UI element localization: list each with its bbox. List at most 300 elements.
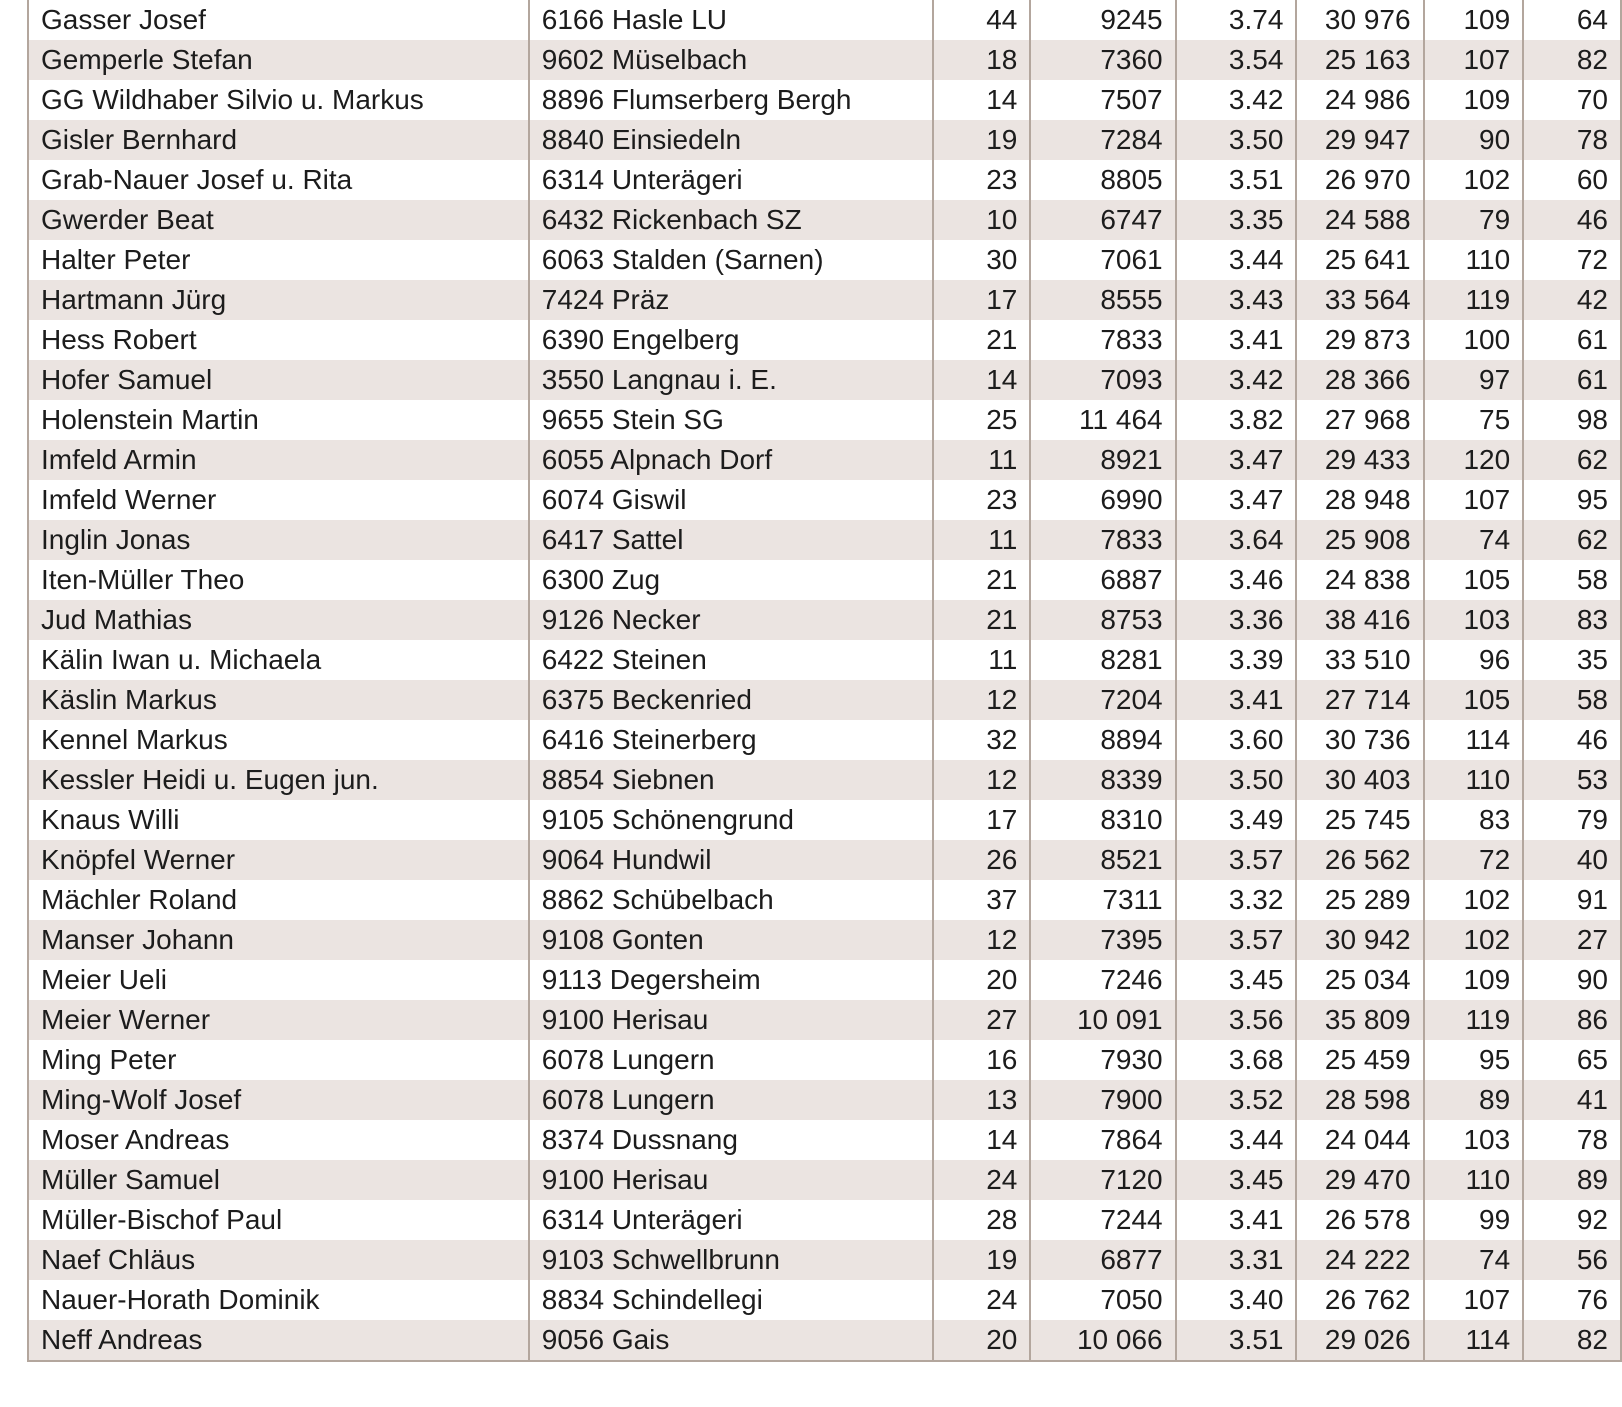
- value-col-8-cell: 41: [1523, 1080, 1621, 1120]
- value-col-7-cell: 103: [1424, 1120, 1524, 1160]
- value-col-3-cell: 11: [933, 520, 1031, 560]
- value-col-7-cell: 109: [1424, 80, 1524, 120]
- value-col-5-cell: 3.45: [1176, 1160, 1297, 1200]
- results-table: [27, 0, 1622, 1362]
- farmer-name-cell: Nauer-Horath Dominik: [28, 1280, 529, 1320]
- farmer-name-cell: Ming-Wolf Josef: [28, 1080, 529, 1120]
- value-col-6-cell: 28 948: [1296, 480, 1423, 520]
- table-row: [28, 640, 1621, 680]
- value-col-5-cell: 3.43: [1176, 280, 1297, 320]
- value-col-8-cell: 83: [1523, 600, 1621, 640]
- value-col-3-cell: 20: [933, 960, 1031, 1000]
- location-cell: 9056 Gais: [529, 1320, 933, 1361]
- value-col-8-cell: 91: [1523, 880, 1621, 920]
- farmer-name-cell: Gisler Bernhard: [28, 120, 529, 160]
- value-col-7-cell: 109: [1424, 960, 1524, 1000]
- value-col-3-cell: 11: [933, 640, 1031, 680]
- farmer-name-cell: Naef Chläus: [28, 1240, 529, 1280]
- value-col-4-cell: 7900: [1030, 1080, 1175, 1120]
- value-col-8-cell: 72: [1523, 240, 1621, 280]
- table-row: [28, 520, 1621, 560]
- value-col-8-cell: 89: [1523, 1160, 1621, 1200]
- value-col-8-cell: 78: [1523, 120, 1621, 160]
- location-cell: 6300 Zug: [529, 560, 933, 600]
- value-col-5-cell: 3.57: [1176, 840, 1297, 880]
- value-col-3-cell: 11: [933, 440, 1031, 480]
- value-col-8-cell: 61: [1523, 320, 1621, 360]
- farmer-name-cell: Holenstein Martin: [28, 400, 529, 440]
- value-col-8-cell: 61: [1523, 360, 1621, 400]
- value-col-6-cell: 24 838: [1296, 560, 1423, 600]
- value-col-5-cell: 3.52: [1176, 1080, 1297, 1120]
- location-cell: 6432 Rickenbach SZ: [529, 200, 933, 240]
- value-col-3-cell: 44: [933, 0, 1031, 40]
- location-cell: 6078 Lungern: [529, 1040, 933, 1080]
- location-cell: 6063 Stalden (Sarnen): [529, 240, 933, 280]
- value-col-3-cell: 17: [933, 280, 1031, 320]
- value-col-5-cell: 3.50: [1176, 760, 1297, 800]
- table-row: [28, 320, 1621, 360]
- table-row: [28, 200, 1621, 240]
- value-col-8-cell: 62: [1523, 520, 1621, 560]
- farmer-name-cell: Kessler Heidi u. Eugen jun.: [28, 760, 529, 800]
- table-row: [28, 1200, 1621, 1240]
- location-cell: 8374 Dussnang: [529, 1120, 933, 1160]
- value-col-3-cell: 24: [933, 1280, 1031, 1320]
- value-col-6-cell: 29 026: [1296, 1320, 1423, 1361]
- farmer-name-cell: Gwerder Beat: [28, 200, 529, 240]
- value-col-3-cell: 27: [933, 1000, 1031, 1040]
- farmer-name-cell: Ming Peter: [28, 1040, 529, 1080]
- value-col-3-cell: 17: [933, 800, 1031, 840]
- location-cell: 9100 Herisau: [529, 1000, 933, 1040]
- table-row: [28, 120, 1621, 160]
- value-col-5-cell: 3.82: [1176, 400, 1297, 440]
- location-cell: 6074 Giswil: [529, 480, 933, 520]
- table-row: [28, 80, 1621, 120]
- value-col-7-cell: 110: [1424, 240, 1524, 280]
- value-col-3-cell: 12: [933, 920, 1031, 960]
- value-col-6-cell: 27 968: [1296, 400, 1423, 440]
- value-col-6-cell: 25 908: [1296, 520, 1423, 560]
- location-cell: 7424 Präz: [529, 280, 933, 320]
- value-col-4-cell: 6747: [1030, 200, 1175, 240]
- value-col-3-cell: 16: [933, 1040, 1031, 1080]
- value-col-6-cell: 25 641: [1296, 240, 1423, 280]
- value-col-8-cell: 42: [1523, 280, 1621, 320]
- value-col-4-cell: 9245: [1030, 0, 1175, 40]
- value-col-8-cell: 95: [1523, 480, 1621, 520]
- value-col-6-cell: 30 942: [1296, 920, 1423, 960]
- value-col-8-cell: 90: [1523, 960, 1621, 1000]
- value-col-3-cell: 12: [933, 680, 1031, 720]
- table-row: [28, 1000, 1621, 1040]
- value-col-5-cell: 3.32: [1176, 880, 1297, 920]
- value-col-5-cell: 3.41: [1176, 320, 1297, 360]
- value-col-3-cell: 20: [933, 1320, 1031, 1361]
- farmer-name-cell: Meier Ueli: [28, 960, 529, 1000]
- value-col-3-cell: 28: [933, 1200, 1031, 1240]
- farmer-name-cell: Gemperle Stefan: [28, 40, 529, 80]
- value-col-5-cell: 3.51: [1176, 1320, 1297, 1361]
- value-col-3-cell: 32: [933, 720, 1031, 760]
- value-col-7-cell: 107: [1424, 480, 1524, 520]
- value-col-3-cell: 14: [933, 1120, 1031, 1160]
- value-col-5-cell: 3.51: [1176, 160, 1297, 200]
- farmer-name-cell: Manser Johann: [28, 920, 529, 960]
- value-col-6-cell: 25 163: [1296, 40, 1423, 80]
- value-col-6-cell: 24 044: [1296, 1120, 1423, 1160]
- value-col-5-cell: 3.42: [1176, 80, 1297, 120]
- farmer-name-cell: Hofer Samuel: [28, 360, 529, 400]
- value-col-3-cell: 10: [933, 200, 1031, 240]
- value-col-8-cell: 92: [1523, 1200, 1621, 1240]
- table-row: [28, 600, 1621, 640]
- value-col-4-cell: 8339: [1030, 760, 1175, 800]
- farmer-name-cell: Grab-Nauer Josef u. Rita: [28, 160, 529, 200]
- value-col-7-cell: 107: [1424, 1280, 1524, 1320]
- value-col-8-cell: 46: [1523, 720, 1621, 760]
- value-col-6-cell: 25 289: [1296, 880, 1423, 920]
- value-col-3-cell: 24: [933, 1160, 1031, 1200]
- table-row: [28, 480, 1621, 520]
- value-col-7-cell: 75: [1424, 400, 1524, 440]
- value-col-7-cell: 102: [1424, 880, 1524, 920]
- value-col-7-cell: 110: [1424, 760, 1524, 800]
- location-cell: 9655 Stein SG: [529, 400, 933, 440]
- value-col-7-cell: 107: [1424, 40, 1524, 80]
- value-col-6-cell: 24 986: [1296, 80, 1423, 120]
- value-col-7-cell: 114: [1424, 720, 1524, 760]
- value-col-7-cell: 102: [1424, 920, 1524, 960]
- table-row: [28, 240, 1621, 280]
- value-col-6-cell: 26 762: [1296, 1280, 1423, 1320]
- value-col-3-cell: 14: [933, 360, 1031, 400]
- table-row: [28, 360, 1621, 400]
- farmer-name-cell: Gasser Josef: [28, 0, 529, 40]
- farmer-name-cell: Kennel Markus: [28, 720, 529, 760]
- value-col-4-cell: 8753: [1030, 600, 1175, 640]
- table-row: [28, 560, 1621, 600]
- farmer-name-cell: Jud Mathias: [28, 600, 529, 640]
- value-col-5-cell: 3.56: [1176, 1000, 1297, 1040]
- location-cell: 6390 Engelberg: [529, 320, 933, 360]
- location-cell: 8862 Schübelbach: [529, 880, 933, 920]
- value-col-8-cell: 56: [1523, 1240, 1621, 1280]
- value-col-6-cell: 24 588: [1296, 200, 1423, 240]
- value-col-6-cell: 24 222: [1296, 1240, 1423, 1280]
- value-col-7-cell: 105: [1424, 680, 1524, 720]
- value-col-5-cell: 3.74: [1176, 0, 1297, 40]
- value-col-4-cell: 7833: [1030, 320, 1175, 360]
- value-col-4-cell: 8281: [1030, 640, 1175, 680]
- value-col-7-cell: 105: [1424, 560, 1524, 600]
- farmer-name-cell: Käslin Markus: [28, 680, 529, 720]
- value-col-4-cell: 7864: [1030, 1120, 1175, 1160]
- value-col-8-cell: 82: [1523, 1320, 1621, 1361]
- farmer-name-cell: GG Wildhaber Silvio u. Markus: [28, 80, 529, 120]
- value-col-4-cell: 7204: [1030, 680, 1175, 720]
- farmer-name-cell: Imfeld Armin: [28, 440, 529, 480]
- value-col-5-cell: 3.41: [1176, 1200, 1297, 1240]
- value-col-8-cell: 86: [1523, 1000, 1621, 1040]
- value-col-7-cell: 79: [1424, 200, 1524, 240]
- value-col-7-cell: 120: [1424, 440, 1524, 480]
- location-cell: 3550 Langnau i. E.: [529, 360, 933, 400]
- value-col-7-cell: 110: [1424, 1160, 1524, 1200]
- value-col-6-cell: 25 745: [1296, 800, 1423, 840]
- value-col-4-cell: 7360: [1030, 40, 1175, 80]
- table-row: [28, 0, 1621, 40]
- value-col-8-cell: 58: [1523, 560, 1621, 600]
- table-row: [28, 1040, 1621, 1080]
- table-row: [28, 1240, 1621, 1280]
- location-cell: 9108 Gonten: [529, 920, 933, 960]
- farmer-name-cell: Hartmann Jürg: [28, 280, 529, 320]
- table-row: [28, 1280, 1621, 1320]
- value-col-8-cell: 62: [1523, 440, 1621, 480]
- value-col-6-cell: 26 562: [1296, 840, 1423, 880]
- table-row: [28, 920, 1621, 960]
- value-col-8-cell: 78: [1523, 1120, 1621, 1160]
- value-col-6-cell: 26 970: [1296, 160, 1423, 200]
- value-col-6-cell: 28 366: [1296, 360, 1423, 400]
- value-col-3-cell: 19: [933, 120, 1031, 160]
- value-col-4-cell: 7050: [1030, 1280, 1175, 1320]
- value-col-4-cell: 8921: [1030, 440, 1175, 480]
- value-col-6-cell: 33 510: [1296, 640, 1423, 680]
- value-col-8-cell: 76: [1523, 1280, 1621, 1320]
- location-cell: 6055 Alpnach Dorf: [529, 440, 933, 480]
- value-col-6-cell: 33 564: [1296, 280, 1423, 320]
- value-col-5-cell: 3.44: [1176, 1120, 1297, 1160]
- value-col-7-cell: 74: [1424, 1240, 1524, 1280]
- value-col-5-cell: 3.60: [1176, 720, 1297, 760]
- value-col-8-cell: 53: [1523, 760, 1621, 800]
- location-cell: 9100 Herisau: [529, 1160, 933, 1200]
- value-col-4-cell: 7284: [1030, 120, 1175, 160]
- farmer-name-cell: Mächler Roland: [28, 880, 529, 920]
- value-col-4-cell: 7507: [1030, 80, 1175, 120]
- value-col-3-cell: 25: [933, 400, 1031, 440]
- value-col-6-cell: 30 976: [1296, 0, 1423, 40]
- value-col-6-cell: 29 433: [1296, 440, 1423, 480]
- value-col-4-cell: 10 091: [1030, 1000, 1175, 1040]
- location-cell: 9602 Müselbach: [529, 40, 933, 80]
- value-col-7-cell: 100: [1424, 320, 1524, 360]
- value-col-5-cell: 3.47: [1176, 480, 1297, 520]
- value-col-8-cell: 70: [1523, 80, 1621, 120]
- location-cell: 6375 Beckenried: [529, 680, 933, 720]
- table-row: [28, 40, 1621, 80]
- value-col-7-cell: 95: [1424, 1040, 1524, 1080]
- table-row: [28, 720, 1621, 760]
- value-col-5-cell: 3.68: [1176, 1040, 1297, 1080]
- value-col-5-cell: 3.64: [1176, 520, 1297, 560]
- location-cell: 9113 Degersheim: [529, 960, 933, 1000]
- value-col-3-cell: 21: [933, 320, 1031, 360]
- value-col-4-cell: 6877: [1030, 1240, 1175, 1280]
- value-col-5-cell: 3.45: [1176, 960, 1297, 1000]
- value-col-5-cell: 3.49: [1176, 800, 1297, 840]
- location-cell: 6417 Sattel: [529, 520, 933, 560]
- value-col-4-cell: 8894: [1030, 720, 1175, 760]
- value-col-5-cell: 3.35: [1176, 200, 1297, 240]
- farmer-name-cell: Halter Peter: [28, 240, 529, 280]
- value-col-4-cell: 7246: [1030, 960, 1175, 1000]
- value-col-7-cell: 119: [1424, 1000, 1524, 1040]
- table-row: [28, 960, 1621, 1000]
- location-cell: 9126 Necker: [529, 600, 933, 640]
- value-col-7-cell: 83: [1424, 800, 1524, 840]
- location-cell: 8854 Siebnen: [529, 760, 933, 800]
- value-col-3-cell: 18: [933, 40, 1031, 80]
- value-col-6-cell: 29 470: [1296, 1160, 1423, 1200]
- location-cell: 6166 Hasle LU: [529, 0, 933, 40]
- value-col-3-cell: 12: [933, 760, 1031, 800]
- location-cell: 9105 Schönengrund: [529, 800, 933, 840]
- table-row: [28, 1160, 1621, 1200]
- value-col-5-cell: 3.57: [1176, 920, 1297, 960]
- value-col-6-cell: 29 947: [1296, 120, 1423, 160]
- value-col-3-cell: 37: [933, 880, 1031, 920]
- value-col-4-cell: 8521: [1030, 840, 1175, 880]
- value-col-3-cell: 19: [933, 1240, 1031, 1280]
- value-col-8-cell: 64: [1523, 0, 1621, 40]
- location-cell: 8840 Einsiedeln: [529, 120, 933, 160]
- location-cell: 6314 Unterägeri: [529, 160, 933, 200]
- location-cell: 6416 Steinerberg: [529, 720, 933, 760]
- value-col-8-cell: 35: [1523, 640, 1621, 680]
- value-col-3-cell: 13: [933, 1080, 1031, 1120]
- value-col-4-cell: 7395: [1030, 920, 1175, 960]
- farmer-name-cell: Kälin Iwan u. Michaela: [28, 640, 529, 680]
- value-col-5-cell: 3.44: [1176, 240, 1297, 280]
- value-col-3-cell: 23: [933, 160, 1031, 200]
- farmer-name-cell: Meier Werner: [28, 1000, 529, 1040]
- value-col-7-cell: 109: [1424, 0, 1524, 40]
- value-col-3-cell: 21: [933, 600, 1031, 640]
- table-row: [28, 1120, 1621, 1160]
- value-col-6-cell: 28 598: [1296, 1080, 1423, 1120]
- value-col-6-cell: 27 714: [1296, 680, 1423, 720]
- value-col-4-cell: 10 066: [1030, 1320, 1175, 1361]
- value-col-8-cell: 98: [1523, 400, 1621, 440]
- value-col-5-cell: 3.41: [1176, 680, 1297, 720]
- location-cell: 6078 Lungern: [529, 1080, 933, 1120]
- farmer-name-cell: Knaus Willi: [28, 800, 529, 840]
- results-table-body: [28, 0, 1621, 1361]
- value-col-7-cell: 99: [1424, 1200, 1524, 1240]
- value-col-7-cell: 74: [1424, 520, 1524, 560]
- value-col-4-cell: 7930: [1030, 1040, 1175, 1080]
- value-col-3-cell: 26: [933, 840, 1031, 880]
- value-col-4-cell: 6887: [1030, 560, 1175, 600]
- value-col-7-cell: 89: [1424, 1080, 1524, 1120]
- value-col-5-cell: 3.50: [1176, 120, 1297, 160]
- farmer-name-cell: Hess Robert: [28, 320, 529, 360]
- value-col-4-cell: 7061: [1030, 240, 1175, 280]
- farmer-name-cell: Knöpfel Werner: [28, 840, 529, 880]
- location-cell: 9103 Schwellbrunn: [529, 1240, 933, 1280]
- table-row: [28, 400, 1621, 440]
- value-col-4-cell: 7833: [1030, 520, 1175, 560]
- value-col-4-cell: 8310: [1030, 800, 1175, 840]
- value-col-6-cell: 29 873: [1296, 320, 1423, 360]
- table-row: [28, 160, 1621, 200]
- farmer-name-cell: Müller Samuel: [28, 1160, 529, 1200]
- value-col-7-cell: 102: [1424, 160, 1524, 200]
- value-col-5-cell: 3.31: [1176, 1240, 1297, 1280]
- value-col-7-cell: 114: [1424, 1320, 1524, 1361]
- value-col-4-cell: 7120: [1030, 1160, 1175, 1200]
- value-col-5-cell: 3.40: [1176, 1280, 1297, 1320]
- table-row: [28, 760, 1621, 800]
- value-col-8-cell: 79: [1523, 800, 1621, 840]
- value-col-3-cell: 23: [933, 480, 1031, 520]
- value-col-8-cell: 46: [1523, 200, 1621, 240]
- value-col-6-cell: 38 416: [1296, 600, 1423, 640]
- value-col-5-cell: 3.39: [1176, 640, 1297, 680]
- table-row: [28, 1320, 1621, 1361]
- table-row: [28, 880, 1621, 920]
- value-col-4-cell: 7244: [1030, 1200, 1175, 1240]
- table-row: [28, 440, 1621, 480]
- value-col-6-cell: 26 578: [1296, 1200, 1423, 1240]
- farmer-name-cell: Moser Andreas: [28, 1120, 529, 1160]
- location-cell: 6422 Steinen: [529, 640, 933, 680]
- value-col-8-cell: 40: [1523, 840, 1621, 880]
- value-col-8-cell: 60: [1523, 160, 1621, 200]
- location-cell: 8896 Flumserberg Bergh: [529, 80, 933, 120]
- value-col-8-cell: 27: [1523, 920, 1621, 960]
- value-col-4-cell: 11 464: [1030, 400, 1175, 440]
- value-col-8-cell: 82: [1523, 40, 1621, 80]
- value-col-7-cell: 97: [1424, 360, 1524, 400]
- value-col-4-cell: 8555: [1030, 280, 1175, 320]
- value-col-6-cell: 25 034: [1296, 960, 1423, 1000]
- table-row: [28, 280, 1621, 320]
- value-col-7-cell: 72: [1424, 840, 1524, 880]
- farmer-name-cell: Neff Andreas: [28, 1320, 529, 1361]
- value-col-8-cell: 58: [1523, 680, 1621, 720]
- value-col-5-cell: 3.42: [1176, 360, 1297, 400]
- value-col-3-cell: 14: [933, 80, 1031, 120]
- value-col-6-cell: 30 403: [1296, 760, 1423, 800]
- value-col-7-cell: 90: [1424, 120, 1524, 160]
- location-cell: 9064 Hundwil: [529, 840, 933, 880]
- table-row: [28, 1080, 1621, 1120]
- value-col-7-cell: 103: [1424, 600, 1524, 640]
- location-cell: 6314 Unterägeri: [529, 1200, 933, 1240]
- value-col-6-cell: 35 809: [1296, 1000, 1423, 1040]
- table-row: [28, 800, 1621, 840]
- value-col-6-cell: 25 459: [1296, 1040, 1423, 1080]
- value-col-6-cell: 30 736: [1296, 720, 1423, 760]
- value-col-4-cell: 6990: [1030, 480, 1175, 520]
- farmer-name-cell: Müller-Bischof Paul: [28, 1200, 529, 1240]
- value-col-5-cell: 3.47: [1176, 440, 1297, 480]
- value-col-4-cell: 7311: [1030, 880, 1175, 920]
- farmer-name-cell: Inglin Jonas: [28, 520, 529, 560]
- value-col-5-cell: 3.54: [1176, 40, 1297, 80]
- table-row: [28, 680, 1621, 720]
- farmer-name-cell: Imfeld Werner: [28, 480, 529, 520]
- value-col-4-cell: 7093: [1030, 360, 1175, 400]
- value-col-3-cell: 30: [933, 240, 1031, 280]
- farmer-name-cell: Iten-Müller Theo: [28, 560, 529, 600]
- value-col-5-cell: 3.36: [1176, 600, 1297, 640]
